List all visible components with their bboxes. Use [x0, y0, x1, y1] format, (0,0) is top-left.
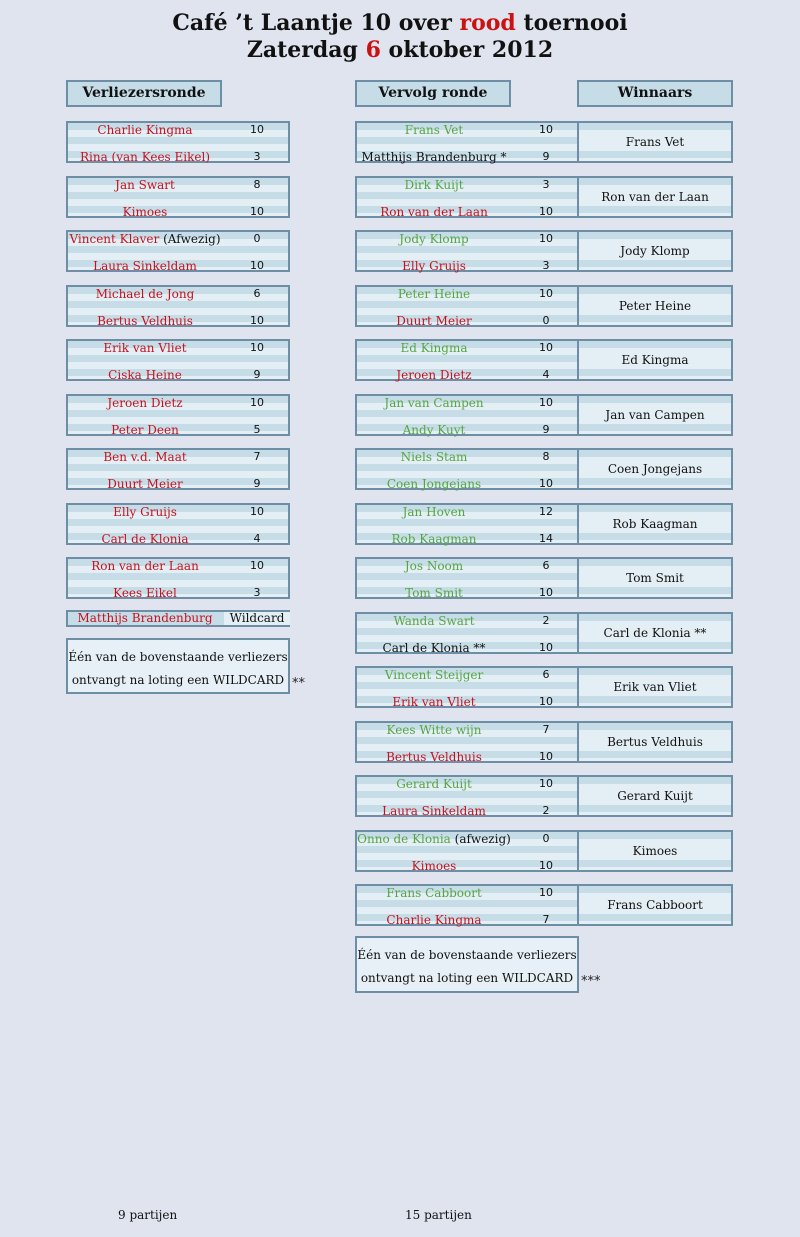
winner-box — [577, 448, 733, 490]
player-name — [357, 804, 511, 818]
middle-wildcard-note — [355, 936, 579, 993]
wildcard-player: Matthijs Brandenburg — [77, 611, 213, 625]
score: 0 — [542, 831, 550, 845]
score: 10 — [250, 313, 264, 327]
player-name — [357, 341, 511, 355]
player-name — [68, 450, 222, 464]
winner-name: Ron van der Laan — [579, 190, 731, 204]
header-winnaars: Winnaars — [577, 80, 733, 107]
player-name-text: Ed Kingma — [400, 341, 468, 355]
score: 2 — [542, 613, 550, 627]
player-name-text: Rina (van Kees Eikel) — [79, 150, 211, 164]
player-name-text: Ron van der Laan — [91, 559, 199, 573]
player-name — [357, 314, 511, 328]
player-name — [68, 205, 222, 219]
player-name-text: Jeroen Dietz — [396, 368, 472, 382]
score: 6 — [542, 559, 550, 572]
player-name — [68, 532, 222, 546]
player-name-text: Carl de Klonia — [101, 531, 189, 546]
player-name-text: Frans Cabboort — [386, 886, 482, 900]
winner-box — [577, 775, 733, 817]
player-name — [357, 232, 511, 246]
player-name — [68, 178, 222, 192]
player-name-text: Kees Eikel — [113, 586, 177, 600]
score: 2 — [542, 804, 550, 817]
player-name — [357, 559, 511, 573]
score: 10 — [539, 640, 553, 654]
note-line-2: ontvangt na loting een WILDCARD — [71, 673, 285, 687]
score: 10 — [539, 204, 553, 218]
footer-left-count: 9 partijen — [118, 1208, 178, 1222]
score: 4 — [542, 368, 550, 381]
player-name — [357, 178, 511, 192]
player-name-text: Laura Sinkeldam — [93, 259, 197, 273]
player-name — [357, 913, 511, 927]
player-name — [357, 123, 511, 137]
winner-box — [577, 721, 733, 763]
winner-name: Erik van Vliet — [579, 680, 731, 694]
score: 10 — [539, 395, 553, 409]
title-line-1 — [0, 10, 800, 37]
player-name — [357, 859, 511, 873]
player-name-text: Elly Gruijs — [402, 259, 466, 273]
score: 8 — [253, 177, 261, 191]
score: 3 — [542, 177, 550, 191]
match-box — [66, 121, 290, 163]
player-name — [357, 750, 511, 764]
player-name — [357, 450, 511, 464]
winner-box — [577, 503, 733, 545]
player-name-text: Onno de Klonia — [357, 831, 451, 846]
score: 10 — [539, 341, 553, 354]
winner-name: Gerard Kuijt — [579, 789, 731, 803]
header-vervolg-ronde: Vervolg ronde — [355, 80, 511, 107]
player-name-text: Jan Hoven — [402, 504, 466, 519]
title-highlight: 6 — [365, 37, 381, 63]
left-note-stars: ** — [292, 676, 305, 691]
player-name-text: Peter Heine — [397, 286, 471, 301]
player-name-text: Jan Swart — [115, 177, 175, 192]
player-name-text: Niels Stam — [400, 450, 468, 464]
score: 9 — [542, 422, 550, 436]
title-part: oktober 2012 — [380, 37, 554, 63]
title-part: Café ’t Laantje 10 over — [172, 10, 460, 36]
score: 6 — [542, 668, 550, 681]
winner-name: Frans Cabboort — [579, 898, 731, 912]
winner-name: Jan van Campen — [579, 408, 731, 422]
score: 10 — [539, 586, 553, 599]
score: 14 — [539, 531, 553, 545]
player-name — [357, 259, 511, 273]
player-name — [68, 559, 222, 573]
player-name — [68, 368, 222, 382]
winner-name: Rob Kaagman — [579, 517, 731, 531]
player-name — [68, 314, 222, 328]
player-name-text: Duurt Meier — [107, 477, 183, 491]
score: 10 — [539, 477, 553, 490]
score: 4 — [253, 531, 261, 545]
winner-name: Frans Vet — [579, 135, 731, 149]
winner-box — [577, 394, 733, 436]
player-name-text: Laura Sinkeldam — [382, 804, 486, 818]
winner-box — [577, 884, 733, 926]
score: 10 — [539, 749, 553, 763]
score: 10 — [250, 341, 264, 354]
title-line-2 — [0, 37, 800, 64]
player-name — [68, 123, 222, 137]
winner-box — [577, 121, 733, 163]
score: 10 — [250, 395, 264, 409]
player-name-text: Kees Witte wijn — [386, 722, 482, 737]
player-name — [357, 423, 511, 437]
match-box — [66, 394, 290, 436]
winner-name: Peter Heine — [579, 299, 731, 313]
winner-name: Coen Jongejans — [579, 462, 731, 476]
player-name — [68, 586, 222, 600]
winner-box — [577, 176, 733, 218]
score: 0 — [542, 313, 550, 327]
score: 7 — [542, 913, 550, 926]
player-name — [68, 287, 222, 301]
winner-box — [577, 666, 733, 708]
player-name-text: Erik van Vliet — [103, 341, 187, 355]
player-name — [357, 886, 511, 900]
wildcard-label: Wildcard — [224, 612, 290, 625]
winner-name: Jody Klomp — [579, 244, 731, 258]
wildcard-row — [66, 610, 290, 627]
score: 6 — [253, 286, 261, 300]
player-name — [357, 614, 511, 628]
note-line-1: Één van de bovenstaande verliezers — [68, 650, 288, 664]
score: 3 — [253, 150, 261, 163]
winner-box — [577, 285, 733, 327]
match-box — [66, 448, 290, 490]
player-name — [357, 477, 511, 491]
score: 10 — [539, 777, 553, 790]
player-name-text: Duurt Meier — [396, 313, 472, 328]
player-name — [68, 477, 222, 491]
player-name — [357, 150, 511, 164]
player-name-text: Andy Kuyt — [402, 422, 466, 437]
match-box — [66, 230, 290, 272]
player-name — [68, 150, 222, 164]
player-name — [357, 505, 511, 519]
score: 5 — [253, 422, 261, 436]
player-name — [357, 723, 511, 737]
player-name — [357, 586, 511, 600]
score: 7 — [253, 450, 261, 463]
player-name — [357, 287, 511, 301]
score: 9 — [253, 368, 261, 381]
score: 3 — [542, 259, 550, 272]
winner-name: Kimoes — [579, 844, 731, 858]
score: 10 — [539, 123, 553, 136]
player-name-text: Jody Klomp — [399, 232, 469, 246]
note-line-1: Één van de bovenstaande verliezers — [357, 948, 577, 962]
player-name-text: Kimoes — [122, 204, 168, 219]
absent-note: (Afwezig) — [159, 232, 221, 246]
footer-middle-count: 15 partijen — [405, 1208, 472, 1222]
player-name-text: Ciska Heine — [108, 368, 182, 382]
player-name — [357, 777, 511, 791]
player-name — [357, 368, 511, 382]
player-name — [68, 341, 222, 355]
player-name-text: Ben v.d. Maat — [103, 450, 187, 464]
player-name-text: Michael de Jong — [95, 286, 195, 301]
header-verliezersronde: Verliezersronde — [66, 80, 222, 107]
title-highlight: rood — [459, 10, 516, 36]
score: 8 — [542, 450, 550, 463]
score: 12 — [539, 504, 553, 518]
match-box — [66, 557, 290, 599]
title-part: Zaterdag — [246, 37, 366, 63]
score: 10 — [539, 232, 553, 245]
score: 10 — [250, 504, 264, 518]
player-name-text: Ron van der Laan — [380, 204, 488, 219]
player-name-text: Frans Vet — [404, 123, 464, 137]
player-name — [357, 205, 511, 219]
player-name-text: Vincent Klaver — [69, 232, 160, 246]
player-name — [68, 505, 222, 519]
score: 10 — [250, 559, 264, 572]
player-name — [68, 259, 222, 273]
title-part: toernooi — [515, 10, 628, 36]
player-name — [68, 232, 222, 246]
left-wildcard-note — [66, 638, 290, 694]
score: 10 — [539, 286, 553, 300]
player-name-text: Vincent Steijger — [384, 668, 484, 682]
player-name — [357, 532, 511, 546]
player-name-text: Dirk Kuijt — [404, 177, 464, 192]
score: 9 — [542, 150, 550, 163]
score: 10 — [250, 259, 264, 272]
winner-name: Ed Kingma — [579, 353, 731, 367]
player-name-text: Jan van Campen — [384, 395, 484, 410]
score: 0 — [253, 232, 261, 245]
score: 9 — [253, 477, 261, 490]
score: 10 — [250, 123, 264, 136]
player-name — [357, 832, 511, 846]
player-name — [357, 668, 511, 682]
match-box — [66, 503, 290, 545]
score: 10 — [539, 886, 553, 899]
absent-note: (afwezig) — [450, 831, 511, 846]
player-name-text: Erik van Vliet — [392, 695, 476, 709]
note-line-2: ontvangt na loting een WILDCARD — [360, 971, 574, 985]
score: 10 — [539, 695, 553, 708]
player-name — [357, 641, 511, 655]
player-name — [357, 396, 511, 410]
winner-box — [577, 339, 733, 381]
player-name-text: Rob Kaagman — [391, 531, 477, 546]
player-name-text: Wanda Swart — [393, 613, 475, 628]
player-name-text: Jeroen Dietz — [107, 395, 183, 410]
winner-name: Carl de Klonia ** — [579, 626, 731, 640]
match-box — [66, 176, 290, 218]
player-name-text: Bertus Veldhuis — [386, 749, 482, 764]
score: 10 — [539, 858, 553, 872]
player-name-text: Peter Deen — [111, 422, 179, 437]
winner-box — [577, 830, 733, 872]
player-name-text: Carl de Klonia ** — [382, 640, 486, 655]
player-name — [357, 695, 511, 709]
player-name-text: Jos Noom — [404, 559, 464, 573]
player-name-text: Gerard Kuijt — [396, 777, 472, 791]
match-box — [66, 285, 290, 327]
player-name — [68, 423, 222, 437]
player-name-text: Coen Jongejans — [386, 477, 482, 491]
winner-box — [577, 230, 733, 272]
player-name-text: Bertus Veldhuis — [97, 313, 193, 328]
score: 10 — [250, 204, 264, 218]
player-name-text: Matthijs Brandenburg * — [361, 150, 507, 164]
match-box — [66, 339, 290, 381]
winner-box — [577, 557, 733, 599]
player-name-text: Charlie Kingma — [386, 913, 482, 927]
player-name-text: Charlie Kingma — [97, 123, 193, 137]
player-name — [68, 396, 222, 410]
winner-box — [577, 612, 733, 654]
score: 7 — [542, 722, 550, 736]
player-name-text: Elly Gruijs — [113, 504, 177, 519]
player-name-text: Kimoes — [411, 858, 457, 873]
winner-name: Bertus Veldhuis — [579, 735, 731, 749]
page-title — [0, 10, 800, 64]
winner-name: Tom Smit — [579, 571, 731, 585]
middle-note-stars: *** — [581, 974, 601, 989]
score: 3 — [253, 586, 261, 599]
player-name-text: Tom Smit — [405, 586, 463, 600]
